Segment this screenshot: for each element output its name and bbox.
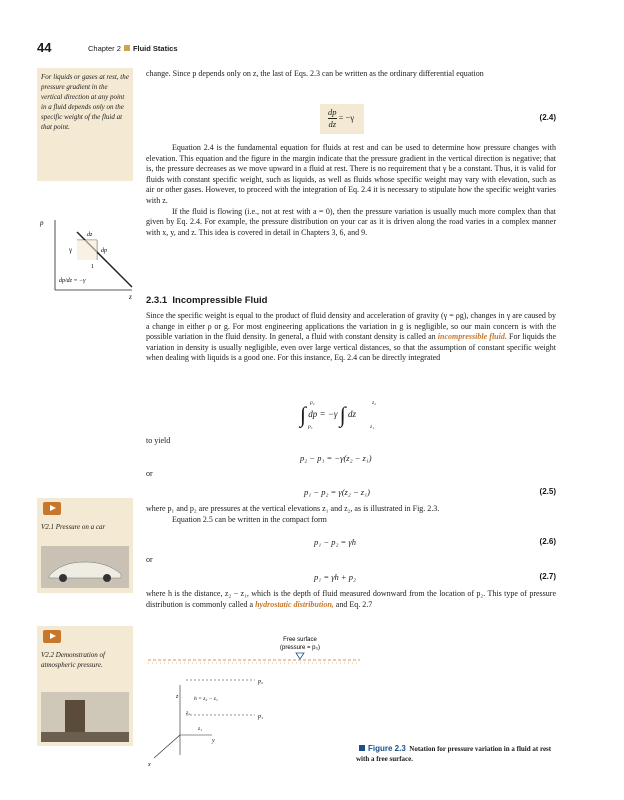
play-icon[interactable]	[43, 630, 61, 643]
free-surface-label: Free surface	[283, 637, 317, 643]
integral-equation: ∫ p₂ p₁ dp = −γ ∫ z₂ z₁ dz	[300, 400, 377, 430]
term-incompressible-fluid: incompressible fluid.	[437, 332, 507, 342]
equation-2-6: p₁ − p₂ = γh (2.6)	[314, 537, 556, 547]
dp-label: dp	[101, 248, 107, 254]
eq24-number: (2.4)	[539, 113, 556, 122]
section-number: 2.3.1	[146, 295, 168, 306]
page-number: 44	[37, 40, 52, 55]
video-v2-2[interactable]	[37, 626, 133, 746]
section-title: Incompressible Fluid	[172, 295, 268, 306]
x-label: x	[148, 762, 151, 768]
chapter-title: Fluid Statics	[132, 44, 178, 53]
intro-text: change. Since p depends only on z, the last of Eqs. 2.3 can be written as the ordinary differential equation	[146, 69, 484, 78]
z2-label: z₂	[186, 710, 191, 716]
gamma-label: γ	[69, 246, 73, 254]
term-hydrostatic-distribution: hydrostatic distribution,	[255, 599, 334, 609]
video1-caption: V2.1 Pressure on a car	[41, 523, 106, 531]
p1-label: p₁	[258, 714, 264, 720]
paragraph-1	[146, 143, 556, 238]
para1-text: Equation 2.4 is the fundamental equation for fluids at rest and can be used to determine how pressure changes with elevation. This equation and the figure in the margin indicate that the pressure gradient in the vertical direction is negative; that is, the pressure decreases as we move upward in a fluid at rest. There is no requirement that γ be a constant. Thus, it is valid for fluids with constant specific weight, such as liquids, as well as fluids whose specific weight may vary with elevation, such as air or other gases. However, to proceed with the integration of Eq. 2.4 it is necessary to stipulate how the specific weight varies with z.	[146, 143, 556, 205]
eq27-number: (2.7)	[539, 572, 556, 581]
slope-label: dp/dz = −γ	[59, 278, 86, 284]
one-label: 1	[91, 264, 94, 270]
equation-2-7: p₁ = γh + p₂ (2.7)	[314, 572, 556, 582]
z1-label: z₁	[198, 726, 203, 732]
p-label: p	[40, 219, 44, 227]
equation-2-4	[146, 107, 556, 133]
video2-caption: V2.2 Demonstration of atmospheric pressure.	[41, 651, 105, 669]
atmospheric-thumbnail	[41, 692, 129, 742]
eq25-number: (2.5)	[539, 487, 556, 496]
chapter-label: Chapter 2	[88, 44, 121, 53]
para5-text: Equation 2.5 can be written in the compact form	[172, 514, 327, 524]
to-yield: to yield	[146, 436, 171, 445]
eq24-fraction: $\frac{dp}{dz}$	[328, 107, 337, 129]
para2-text: If the fluid is flowing (i.e., not at rest with a = 0), then the pressure variation is usually much more complex than that given by Eq. 2.4. For example, the pressure distribution on your car as it is driven along the road varies in a complex manner with x, y, and z. This idea is covered in detail in Chapters 3, 6, and 9.	[146, 206, 556, 237]
play-icon[interactable]	[43, 502, 61, 515]
chapter-header	[88, 44, 178, 53]
paragraph-6: where h is the distance, z₂ − z₁, which is the depth of fluid measured downward from the location of p₂. This type of pressure distribution is commonly called a hydrostatic distribution, and Eq. 2.7	[146, 589, 556, 609]
paragraph-4	[146, 504, 556, 525]
caption-text: Notation for pressure variation in a fluid at rest with a free surface.	[356, 745, 552, 763]
equation-2-5: p₁ − p₂ = γ(z₂ − z₁) (2.5)	[304, 487, 556, 497]
paragraph-3	[146, 311, 556, 364]
para3-end: For liquids the variation in density is usually negligible, even over large vertical distances, so that the assumption of constant specific weight when dealing with liquids is a good one. For this instance, Eq. 2.4 can be directly integrated	[146, 332, 557, 363]
pressure-p0-label: (pressure = p₀)	[279, 645, 321, 651]
dz-label: dz	[87, 232, 93, 238]
caption-figure-number: Figure 2.3	[368, 744, 406, 753]
margin-note: For liquids or gases at rest, the pressure gradient in the vertical direction at any point in a fluid depends only on the specific weight of the fluid at that point.	[37, 68, 133, 181]
z-label: z	[129, 293, 132, 301]
p2-label: p₂	[258, 679, 264, 685]
integral-text: dp = −γ	[308, 409, 338, 420]
margin-figure	[37, 212, 137, 302]
car-thumbnail	[41, 546, 129, 588]
free-surface-marker	[296, 653, 304, 659]
equation-a: p₂ − p₁ = −γ(z₂ − z₁)	[300, 453, 372, 463]
figure-2-3	[140, 630, 360, 770]
or-1: or	[146, 469, 153, 478]
para4-text: where p₁ and p₂ are pressures at the vertical elevations z₁ and z₂, as is illustrated in Fig. 2.3.	[146, 504, 440, 513]
video-v2-1[interactable]	[37, 498, 133, 593]
eq26-number: (2.6)	[539, 537, 556, 546]
para3-start: Since the specific weight is equal to the product of fluid density and acceleration of gravity (γ = ρg), changes in γ are caused by a change in either ρ or g. For most engineering applications the variation in g is negligible, so our main concern is with the possible variation in the fluid density. In general, a fluid with constant density is called an	[146, 311, 556, 342]
h-label: h = z₂ − z₁	[194, 696, 218, 702]
figure-caption	[356, 744, 556, 764]
eq24-rhs: = −γ	[338, 112, 355, 123]
y-label: y	[212, 738, 215, 744]
fig-z-label: z	[176, 694, 179, 700]
section-heading	[146, 295, 267, 306]
or-2: or	[146, 555, 153, 564]
